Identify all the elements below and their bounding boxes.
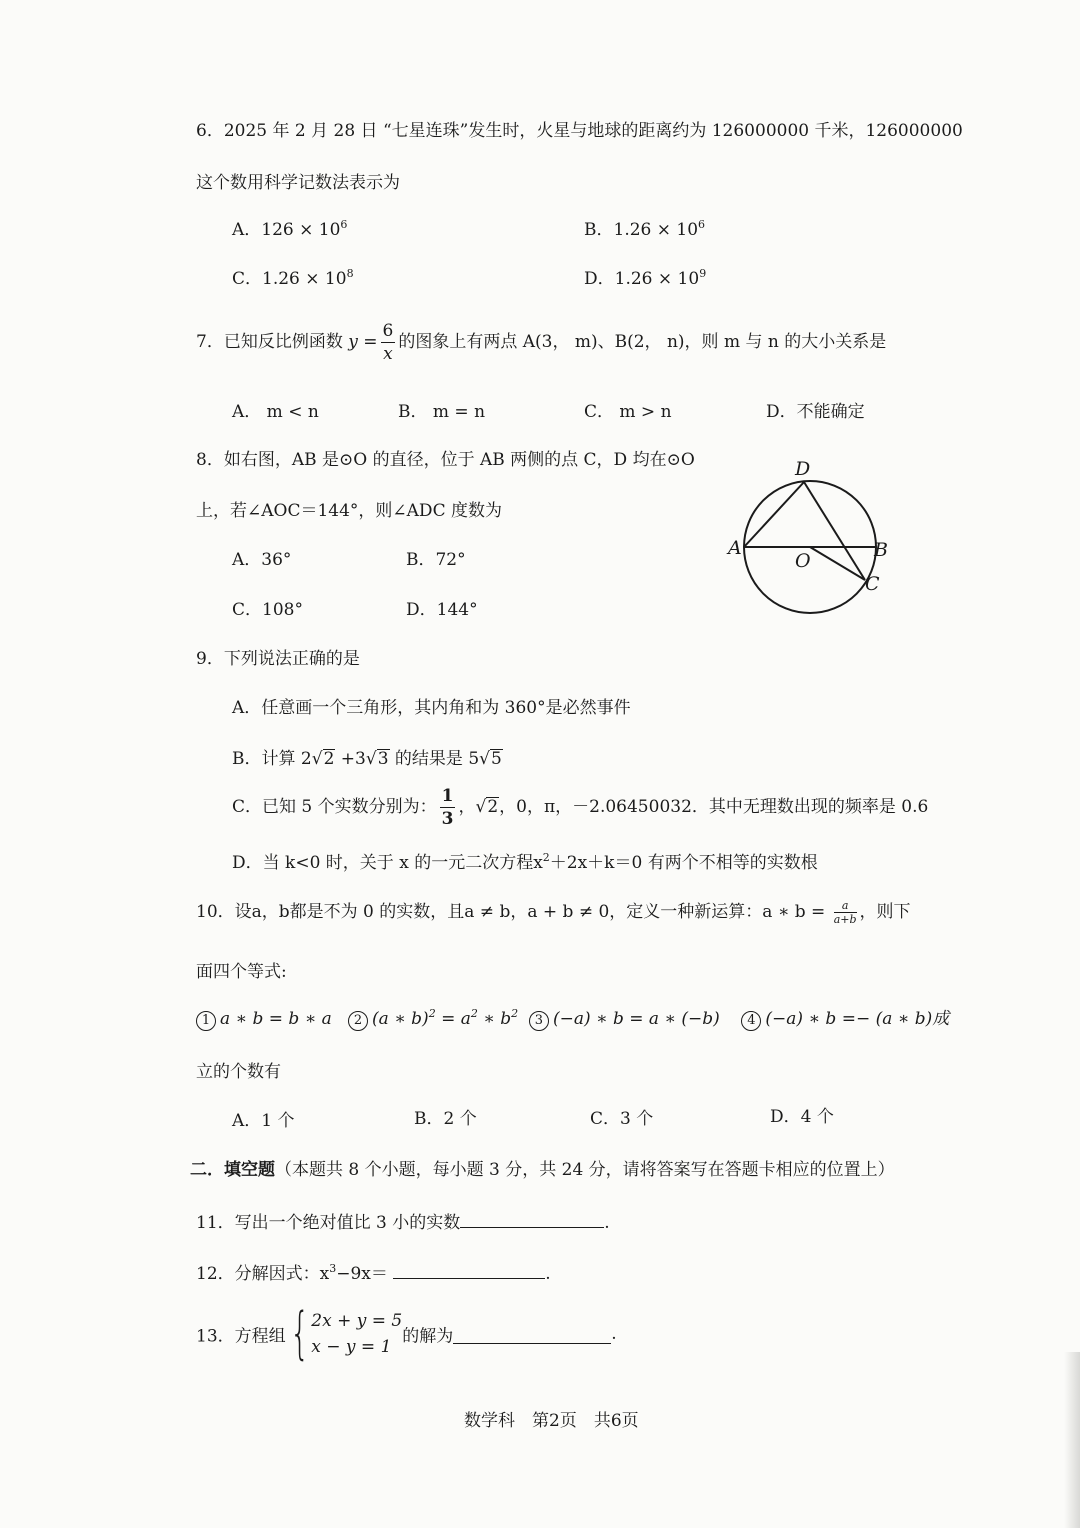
q8-circle-figure [722, 452, 898, 620]
chord-dc [804, 482, 865, 580]
q11-answer-blank[interactable] [460, 1209, 604, 1228]
q6-option-d: D．$1.26 \times 10^9$ [584, 267, 707, 289]
q10-option-b: B．2 个 [414, 1109, 477, 1129]
q8-option-d: D．144° [406, 600, 478, 620]
fig-label-o: O [795, 550, 811, 572]
q10-stem-line2: 面四个等式: [196, 962, 287, 982]
q10-stem-line4: 立的个数有 [196, 1062, 281, 1082]
q7-stem: 7．已知反比例函数 y = $\frac{6}{x}$ 的图象上有两点 A(3， m)、B(2， n)，则 m 与 n 的大小关系是 [196, 321, 887, 364]
q11: 11．写出一个绝对值比 3 小的实数 . [196, 1208, 610, 1233]
q12-answer-blank[interactable] [393, 1260, 545, 1279]
q10-stem-line1: 10．设a，b都是不为 0 的实数，且a ≠ b，a + b ≠ 0，定义一种新运算：a ∗ b = $\frac{a}{a+b}$ ，则下 [196, 899, 911, 926]
q10-equations: 1 a ∗ b = b ∗ a 2 (a ∗ $b)^2 = a^2$ ∗ $b^2$ 3 (−a) ∗ b = a ∗ (−b) 4 (−a) ∗ b =− (a ∗ b)成 [196, 1004, 949, 1031]
q9-option-c: C．已知 5 个实数分别为： $\frac{1}{3}$ ，√2，0，π，－2.06450032．其中无理数出现的频率是 0.6 [232, 786, 929, 829]
circle-number-1: 1 [196, 1011, 216, 1031]
circle-number-4: 4 [741, 1011, 761, 1031]
section-2-description: （本题共 8 个小题，每小题 3 分，共 24 分，请将答案写在答题卡相应的位置上） [275, 1160, 895, 1180]
circle-number-2: 2 [348, 1011, 368, 1031]
q9-option-a: A．任意画一个三角形，其内角和为 360°是必然事件 [232, 698, 631, 718]
section-2-heading [190, 1155, 895, 1180]
q12: 12．分解因式：$x^3-9x=$ . [196, 1262, 551, 1284]
q7-option-a: A． m < n [232, 402, 319, 422]
section-2-title: 二．填空题 [190, 1160, 275, 1180]
q6-stem-line1: 6．2025 年 2 月 28 日 “七星连珠”发生时，火星与地球的距离约为 126000000 千米，126000000 [196, 121, 963, 141]
fig-label-a: A [728, 537, 742, 559]
q13: 13．方程组{ 2x + y = 5 x − y = 1 的解为 . [196, 1301, 617, 1366]
q6-stem-line2: 这个数用科学记数法表示为 [196, 173, 400, 193]
q9-option-b: B．计算 2√2 +3√3 的结果是 5√5 [232, 749, 502, 769]
fig-label-d: D [795, 458, 811, 480]
fig-label-c: C [865, 573, 880, 595]
q7-option-b: B． m = n [398, 402, 486, 422]
q8-option-a: A．36° [232, 550, 292, 570]
q7-option-c: C． m > n [584, 402, 672, 422]
q7-fraction: $\frac{6}{x}$ [382, 321, 394, 364]
fig-label-b: B [874, 539, 888, 561]
system-brace: { [289, 1301, 310, 1366]
q8-option-b: B．72° [406, 550, 466, 570]
q8-option-c: C．108° [232, 600, 303, 620]
q8-stem-line1: 8．如右图，AB 是⊙O 的直径，位于 AB 两侧的点 C，D 均在⊙O [196, 450, 695, 470]
circle-number-3: 3 [529, 1011, 549, 1031]
page-footer: 数学科 第2页 共6页 [464, 1411, 639, 1431]
q8-stem-line2: 上，若∠AOC＝144°，则∠ADC 度数为 [196, 501, 502, 521]
q7-option-d: D．不能确定 [766, 402, 865, 422]
q10-option-c: C．3 个 [590, 1109, 654, 1129]
scan-edge-shadow [1064, 1352, 1080, 1528]
equation-system: 2x + y = 5 x − y = 1 [311, 1311, 403, 1357]
q13-answer-blank[interactable] [453, 1325, 611, 1344]
q9-option-d: D．当 k<0 时，关于 x 的一元二次方程$x^2+2x+k=0$ 有两个不相等的实数根 [232, 851, 818, 873]
q6-option-b: B．$1.26 \times 10^6$ [584, 218, 706, 240]
q10-option-d: D．4 个 [770, 1107, 834, 1127]
q6-option-a: A．$126 \times 10^6$ [232, 218, 348, 240]
q10-option-a: A．1 个 [232, 1111, 295, 1131]
radius-oc [810, 547, 865, 580]
q6-option-c: C．$1.26 \times 10^8$ [232, 267, 354, 289]
q9-stem: 9．下列说法正确的是 [196, 649, 360, 669]
